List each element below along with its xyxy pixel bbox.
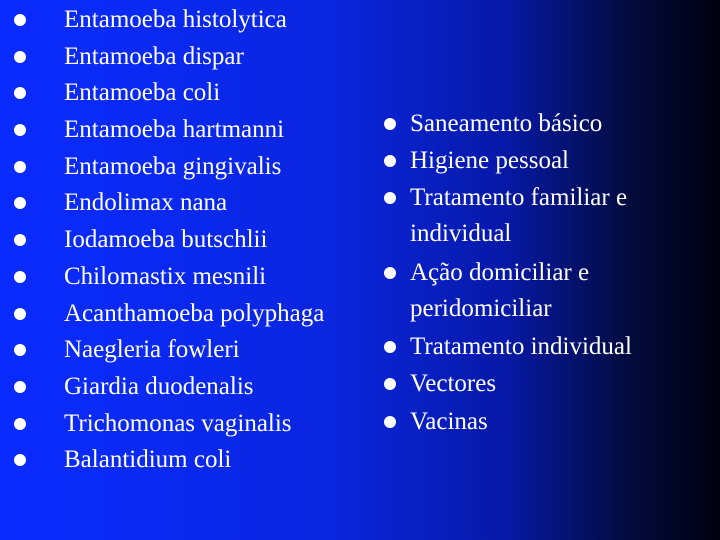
- list-item: [14, 112, 364, 149]
- list-item-label: Trichomonas vaginalis: [64, 409, 292, 437]
- list-item: [14, 2, 364, 39]
- bullet-icon: [14, 161, 26, 173]
- bullet-icon: [384, 341, 396, 353]
- list-item-label: Entamoeba coli: [64, 79, 221, 107]
- list-item-label: Entamoeba dispar: [64, 42, 244, 70]
- bullet-icon: [384, 267, 396, 279]
- list-item-label: Entamoeba hartmanni: [64, 116, 285, 144]
- control-measures-list: [384, 106, 704, 441]
- list-item: [14, 296, 364, 333]
- list-item-label: Tratamento individual: [410, 333, 632, 361]
- list-item-label: Naegleria fowleri: [64, 336, 240, 364]
- list-item-label: Vacinas: [410, 407, 488, 435]
- list-item: [14, 149, 364, 186]
- bullet-icon: [14, 51, 26, 63]
- bullet-icon: [14, 271, 26, 283]
- list-item-label: Vectores: [410, 370, 497, 398]
- bullet-icon: [384, 378, 396, 390]
- list-item-label: Tratamento familiar e individual: [410, 184, 628, 248]
- list-item: [14, 369, 364, 406]
- list-item: [384, 106, 704, 143]
- bullet-icon: [384, 416, 396, 428]
- bullet-icon: [384, 192, 396, 204]
- list-item: [14, 185, 364, 222]
- list-item-label: Endolimax nana: [64, 189, 228, 217]
- list-item: [14, 406, 364, 443]
- bullet-icon: [384, 118, 396, 130]
- list-item-label: Entamoeba gingivalis: [64, 152, 282, 180]
- bullet-icon: [14, 454, 26, 466]
- list-item: [384, 404, 704, 441]
- list-item: [384, 143, 704, 180]
- list-item-label: Acanthamoeba polyphaga: [64, 299, 325, 327]
- bullet-icon: [14, 124, 26, 136]
- list-item-label: Chilomastix mesnili: [64, 262, 267, 290]
- bullet-icon: [14, 344, 26, 356]
- list-item: [14, 259, 364, 296]
- list-item-label: Entamoeba histolytica: [64, 6, 287, 33]
- bullet-icon: [14, 14, 26, 26]
- list-item: [384, 255, 704, 329]
- list-item: [14, 442, 364, 479]
- list-item: [384, 366, 704, 403]
- list-item-label: Ação domiciliar e peridomiciliar: [410, 258, 590, 322]
- list-item-label: Balantidium coli: [64, 446, 232, 474]
- list-item-label: Higiene pessoal: [410, 147, 569, 175]
- list-item-label: Iodamoeba butschlii: [64, 226, 268, 254]
- list-item: [14, 75, 364, 112]
- bullet-icon: [14, 418, 26, 430]
- list-item: [384, 180, 704, 254]
- list-item: [14, 39, 364, 76]
- organism-list: [14, 2, 364, 479]
- list-item: [14, 332, 364, 369]
- bullet-icon: [14, 308, 26, 320]
- bullet-icon: [14, 87, 26, 99]
- list-item: [14, 222, 364, 259]
- list-item-label: Saneamento básico: [410, 110, 603, 137]
- bullet-icon: [384, 155, 396, 167]
- list-item-label: Giardia duodenalis: [64, 372, 254, 400]
- bullet-icon: [14, 234, 26, 246]
- bullet-icon: [14, 381, 26, 393]
- bullet-icon: [14, 197, 26, 209]
- list-item: [384, 329, 704, 366]
